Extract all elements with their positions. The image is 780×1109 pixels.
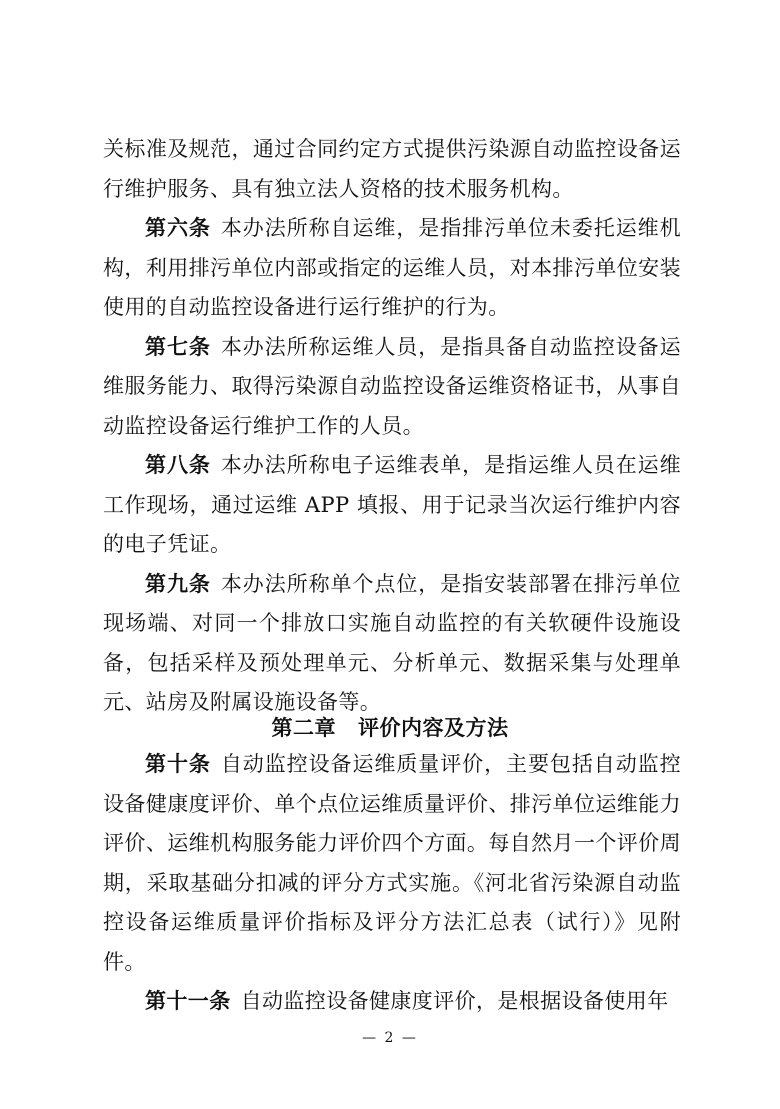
chapter-number: 第二章 [271, 716, 336, 740]
body-text-section-2 [103, 745, 681, 1022]
article-10 [103, 745, 681, 982]
article-number: 第八条 [145, 453, 211, 477]
article-11 [103, 982, 681, 1022]
paragraph-text: 关标准及规范，通过合同约定方式提供污染源自动监控设备运行维护服务、具有独立法人资格的技术服务机构。 [103, 137, 681, 201]
chapter-heading [0, 708, 780, 748]
article-number: 第十一条 [145, 989, 231, 1013]
article-text: 本办法所称电子运维表单，是指运维人员在运维工作现场，通过运维 APP 填报、用于记录当次运行维护内容的电子凭证。 [103, 453, 682, 556]
article-number: 第七条 [145, 334, 211, 359]
chapter-title: 评价内容及方法 [358, 716, 509, 740]
article-9 [103, 565, 681, 723]
article-number: 第六条 [145, 216, 211, 240]
article-text: 自动监控设备运维质量评价，主要包括自动监控设备健康度评价、单个点位运维质量评价、排污单位运维能力评价、运维机构服务能力评价四个方面。每自然月一个评价周期，采取基础分扣减的评分方式实施。《河北省污染源自动监控设备运维质量评价指标及评分方法汇总表（试行）》见附件。 [103, 752, 682, 974]
article-7 [103, 328, 681, 447]
page-number: — 2 — [362, 1030, 418, 1046]
article-text: 本办法所称自运维，是指排污单位未委托运维机构，利用排污单位内部或指定的运维人员，对本排污单位安装使用的自动监控设备进行运行维护的行为。 [103, 216, 682, 319]
article-number: 第九条 [145, 571, 211, 596]
body-text-section-1 [103, 130, 681, 723]
article-8 [103, 446, 681, 565]
article-number: 第十条 [145, 752, 211, 776]
article-text: 本办法所称单个点位，是指安装部署在排污单位现场端、对同一个排放口实施自动监控的有关软硬件设施设备，包括采样及预处理单元、分析单元、数据采集与处理单元、站房及附属设施设备等。 [103, 571, 682, 714]
paragraph-continued [103, 130, 681, 209]
article-text: 本办法所称运维人员，是指具备自动监控设备运维服务能力、取得污染源自动监控设备运维资格证书，从事自动监控设备运行维护工作的人员。 [103, 334, 682, 438]
article-text: 自动监控设备健康度评价，是根据设备使用年 [240, 989, 669, 1013]
article-6 [103, 209, 681, 328]
